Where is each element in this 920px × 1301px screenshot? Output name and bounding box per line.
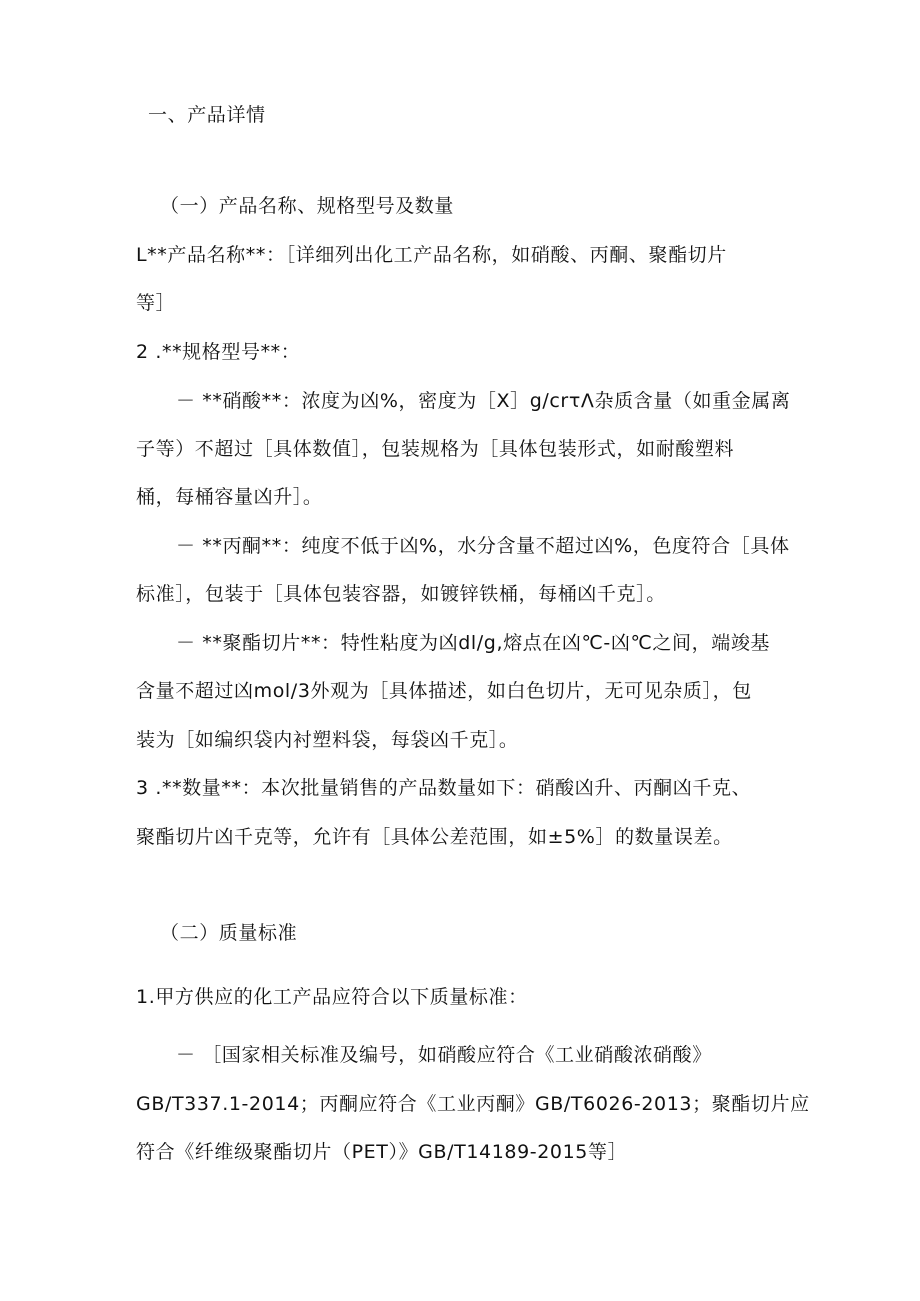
spec-nitric-acid-line3: 桶，每桶容量凶升］。 [136, 486, 323, 508]
subsection-title-quality-standard: （二）质量标准 [160, 922, 298, 944]
item2-spec-heading: 2 .**规格型号**： [136, 341, 301, 363]
subsection-title-name-spec-quantity: （一）产品名称、规格型号及数量 [160, 195, 455, 217]
spec-acetone-line1: － **丙酮**：纯度不低于凶%，水分含量不超过凶%，色度符合［具体 [176, 535, 790, 557]
quality-standard-line3: 符合《纤维级聚酯切片（PET）》GB/T14189-2015等］ [136, 1141, 628, 1163]
quality-intro: 1.甲方供应的化工产品应符合以下质量标准： [136, 986, 528, 1008]
spec-polyester-line2: 含量不超过凶mol/3外观为［具体描述，如白色切片，无可见杂质］，包 [136, 680, 752, 702]
item3-quantity-line1: 3 .**数量**：本次批量销售的产品数量如下：硝酸凶升、丙酮凶千克、 [136, 777, 752, 799]
spec-nitric-acid-line2: 子等）不超过［具体数值］，包装规格为［具体包装形式，如耐酸塑料 [136, 438, 735, 460]
section-title-product-details: 一、产品详情 [148, 104, 266, 126]
quality-standard-line1: － ［国家相关标准及编号，如硝酸应符合《工业硝酸浓硝酸》 [176, 1044, 712, 1066]
item1-product-name-line1: L**产品名称**：［详细列出化工产品名称，如硝酸、丙酮、聚酯切片 [136, 244, 727, 266]
quality-standard-line2: GB/T337.1-2014；丙酮应符合《工业丙酮》GB/T6026-2013；聚酯切片应 [136, 1093, 810, 1115]
item3-quantity-line2: 聚酯切片凶千克等，允许有［具体公差范围，如±5%］的数量误差。 [136, 826, 733, 848]
spec-polyester-line3: 装为［如编织袋内衬塑料袋，每袋凶千克］。 [136, 729, 519, 751]
spec-polyester-line1: － **聚酯切片**：特性粘度为凶dl∕g,熔点在凶℃-凶℃之间，端竣基 [176, 632, 771, 654]
spec-nitric-acid-line1: － **硝酸**：浓度为凶%，密度为［X］g∕crτΛ杂质含量（如重金属离 [176, 390, 791, 412]
spec-acetone-line2: 标准］，包装于［具体包装容器，如镀锌铁桶，每桶凶千克］。 [136, 583, 666, 605]
item1-product-name-line2: 等］ [136, 292, 176, 314]
